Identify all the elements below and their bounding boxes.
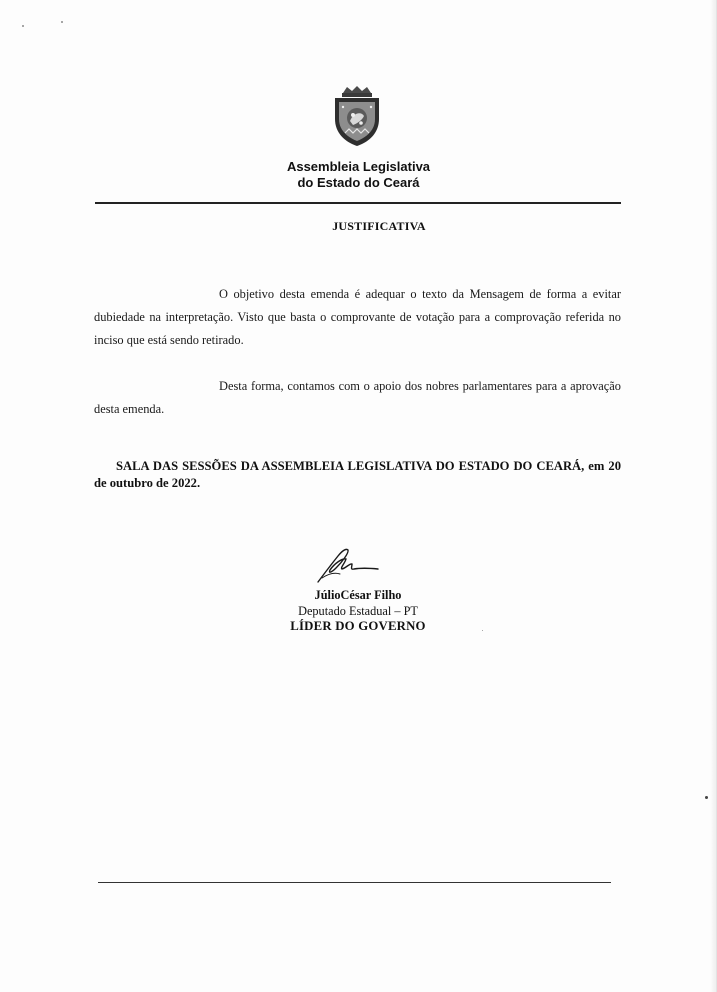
document-heading: JUSTIFICATIVA [332, 219, 426, 233]
header-divider [95, 202, 621, 204]
justification-paragraph: O objetivo desta emenda é adequar o texto da Mensagem de forma a evitar dubiedade na interpretação. Visto que basta o comprovante de votação para a comprovação referida no inciso que está sendo retirado. [94, 287, 621, 347]
state-coat-of-arms-icon [331, 85, 383, 147]
scan-speck [61, 21, 63, 23]
footer-divider [98, 882, 611, 883]
scan-speck [22, 25, 24, 27]
signatory-role: Deputado Estadual – PT [298, 604, 418, 618]
handwritten-signature [312, 544, 382, 586]
institution-name-line2: do Estado do Ceará [297, 175, 420, 190]
closing-statement: SALA DAS SESSÕES DA ASSEMBLEIA LEGISLATIVA DO ESTADO DO CEARÁ, em 20 de outubro de 2022. [94, 459, 621, 490]
signatory-title: LÍDER DO GOVERNO [290, 619, 426, 633]
page-edge-shadow [710, 0, 716, 992]
scan-speck [482, 630, 483, 631]
institution-name-line1: Assembleia Legislativa [286, 159, 431, 174]
scan-speck [705, 796, 708, 799]
justification-paragraph: Desta forma, contamos com o apoio dos nobres parlamentares para a aprovação desta emenda. [94, 379, 621, 416]
signatory-name: JúlioCésar Filho [314, 588, 402, 602]
